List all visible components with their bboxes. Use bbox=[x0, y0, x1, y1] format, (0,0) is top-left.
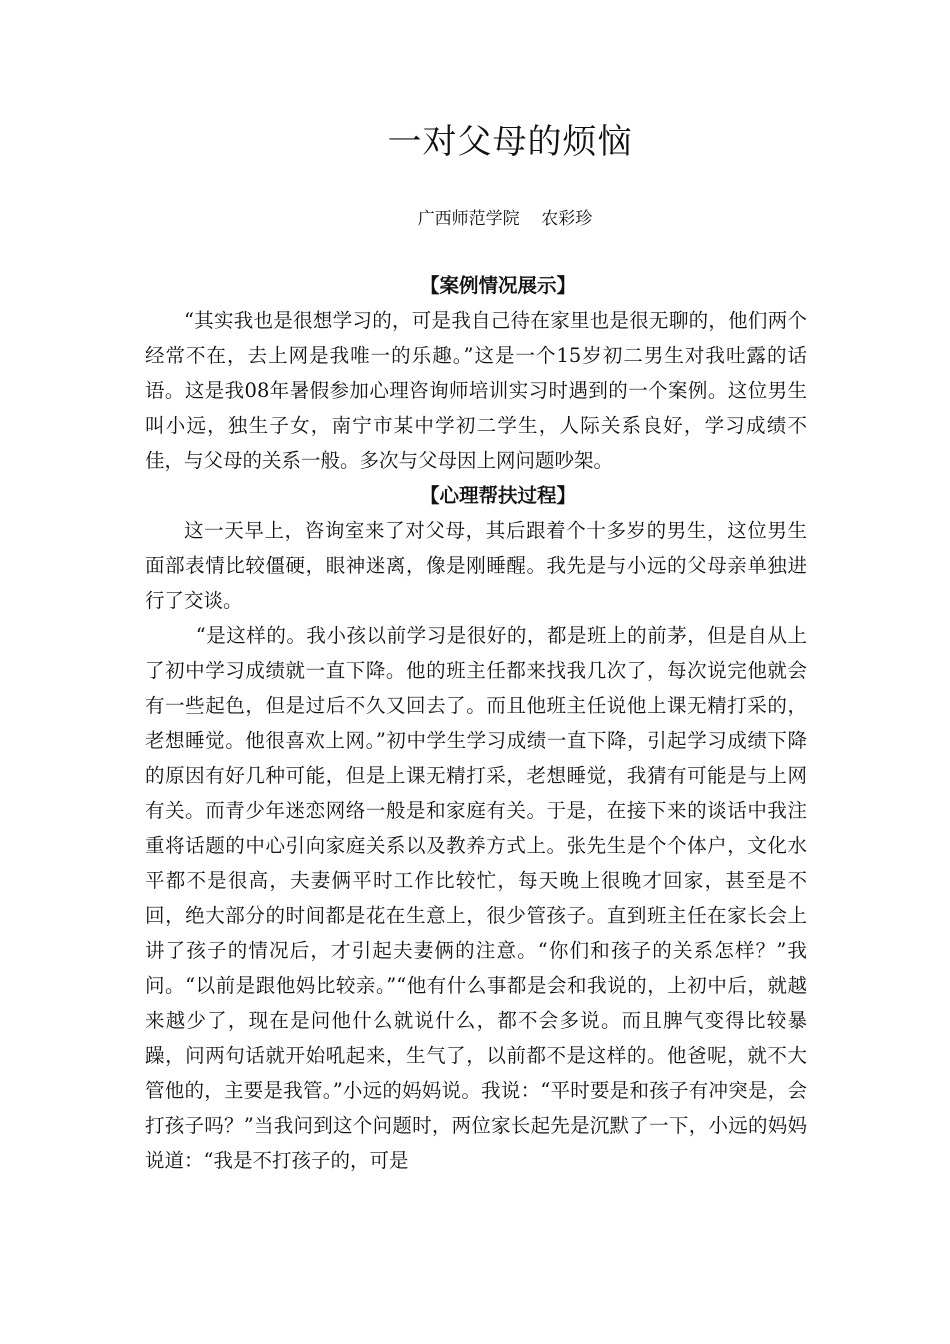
paragraph: “是这样的。我小孩以前学习是很好的，都是班上的前茅，但是自从上了初中学习成绩就一直下降。他的班主任都来找我几次了，每次说完他就会有一些起色，但是过后不久又回去了。而且他班主任说他上课无精打采的，老想睡觉。他很喜欢上网。”初中学生学习成绩一直下降，引起学习成绩下降的原因有好几种可能，但是上课无精打采，老想睡觉，我猜有可能是与上网有关。而青少年迷恋网络一般是和家庭有关。于是，在接下来的谈话中我注重将话题的中心引向家庭关系以及教养方式上。张先生是个个体户，文化水平都不是很高，夫妻俩平时工作比较忙，每天晚上很晚才回家，甚至是不回，绝大部分的时间都是花在生意上，很少管孩子。直到班主任在家长会上讲了孩子的情况后，才引起夫妻俩的注意。“你们和孩子的关系怎样？”我问。“以前是跟他妈比较亲。”“他有什么事都是会和我说的，上初中后，就越来越少了，现在是问他什么就说什么，都不会多说。而且脾气变得比较暴躁，问两句话就开始吼起来，生气了，以前都不是这样的。他爸呢，就不大管他的，主要是我管。”小远的妈妈说。我说：“平时要是和孩子有冲突是，会打孩子吗？”当我问到这个问题时，两位家长起先是沉默了一下，小远的妈妈说道：“我是不打孩子的，可是 bbox=[145, 624, 807, 1172]
paragraph: “其实我也是很想学习的，可是我自己待在家里也是很无聊的，他们两个经常不在，去上网是我唯一的乐趣。”这是一个15岁初二男生对我吐露的话语。这是我08年暑假参加心理咨询师培训实习时遇到的一个案例。这位男生叫小远，独生子女，南宁市某中学初二学生，人际关系良好，学习成绩不佳，与父母的关系一般。多次与父母因上网问题吵架。 bbox=[145, 309, 807, 472]
author-line: 广西师范学院 农彩珍 bbox=[417, 209, 593, 229]
section-heading-case: 【案例情况展示】 bbox=[419, 274, 576, 297]
paragraph: 这一天早上，咨询室来了对父母，其后跟着个十多岁的男生，这位男生面部表情比较僵硬，眼神迷离，像是刚睡醒。我先是与小远的父母亲单独进行了交谈。 bbox=[145, 519, 807, 612]
page-title: 一对父母的烦恼 bbox=[387, 122, 633, 162]
section-heading-process: 【心理帮扶过程】 bbox=[419, 484, 576, 507]
document-body bbox=[145, 268, 807, 1178]
